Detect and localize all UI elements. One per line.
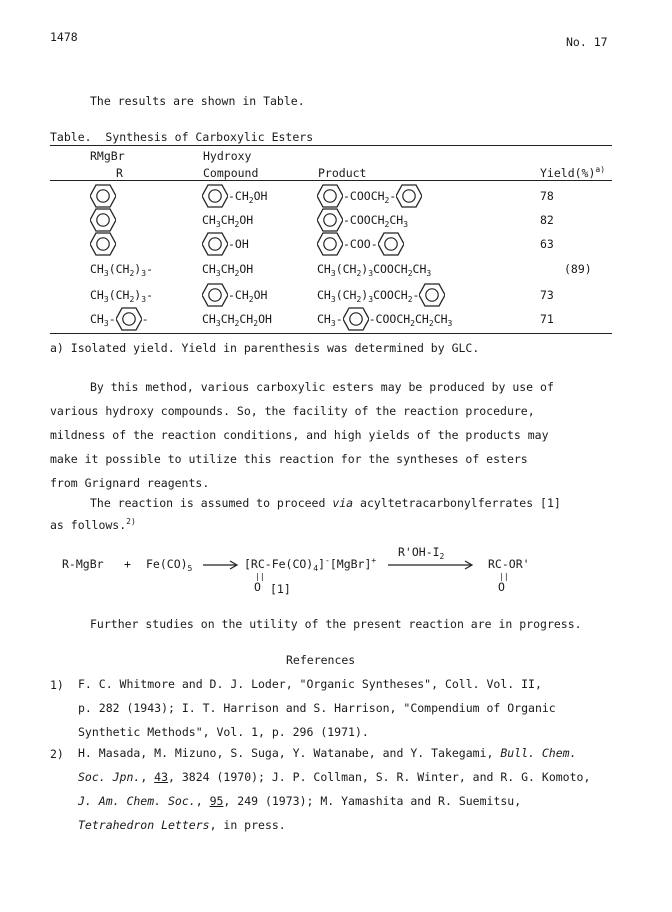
r-cell: $CH_3(CH_2)_3-$ [90, 262, 153, 278]
reference-line: H. Masada, M. Mizuno, S. Suga, Y. Watanabe, and Y. Takegami, Bull. Chem. [78, 746, 577, 760]
table-caption-label: Table. [50, 130, 92, 144]
phenyl-ring-icon [317, 232, 343, 256]
table-caption [50, 130, 313, 144]
reference-line: J. Am. Chem. Soc., 95, 249 (1973); M. Yamashita and R. Suemitsu, [78, 794, 522, 808]
col-header-hydroxy: Hydroxy [203, 149, 252, 163]
product-cell: $-COOCH_2CH_3$ [317, 208, 408, 232]
yield-cell: 71 [540, 312, 554, 326]
closing-text: Further studies on the utility of the present reaction are in progress. [90, 617, 582, 631]
reference-2 [78, 741, 590, 837]
table-caption-text: Synthesis of Carboxylic Esters [105, 130, 314, 144]
yield-cell: 63 [540, 237, 554, 251]
hydroxy-cell: -OH [202, 232, 249, 256]
col-header-compound: Compound [203, 166, 259, 180]
paragraph-1 [50, 375, 610, 495]
paragraph-2-line-2: as follows.$^{2)}$ [50, 517, 136, 532]
table-row [90, 184, 116, 208]
col-header-r: R [116, 166, 123, 180]
hydroxy-cell: $-CH_2OH$ [202, 283, 267, 307]
page-number: 1478 [50, 30, 78, 44]
equation-reactant-2: $Fe(CO)_5$ [146, 557, 193, 573]
product-cell: $CH_3-$ $-COOCH_2CH_2CH_3$ [317, 307, 452, 331]
table-bottom-rule [50, 333, 612, 334]
yield-cell: 78 [540, 189, 554, 203]
equation-product-o: O [498, 580, 505, 594]
phenyl-ring-icon [90, 208, 116, 232]
equation-reactant-1: R-MgBr [62, 557, 104, 571]
table-row [90, 208, 116, 232]
paragraph-line: mildness of the reaction conditions, and high yields of the products may [50, 428, 549, 442]
reference-2-number: 2) [50, 747, 64, 761]
reference-line: Soc. Jpn., 43, 3824 (1970); J. P. Collman, S. R. Winter, and R. G. Komoto, [78, 770, 591, 784]
issue-number: No. 17 [566, 35, 608, 49]
reaction-arrow-2 [388, 560, 474, 570]
reference-1-number: 1) [50, 678, 64, 692]
phenyl-ring-icon [378, 232, 404, 256]
hydroxy-cell: $-CH_2OH$ [202, 184, 267, 208]
paragraph-line: from Grignard reagents. [50, 476, 210, 490]
references-heading: References [286, 653, 356, 667]
product-cell: -COO- [317, 232, 404, 256]
col-header-product: Product [318, 166, 367, 180]
reference-line: F. C. Whitmore and D. J. Loder, "Organic Syntheses", Coll. Vol. II, [78, 677, 542, 691]
hydroxy-cell: $CH_3CH_2OH$ [202, 262, 254, 278]
equation-intermediate-o: O [254, 580, 261, 594]
phenyl-ring-icon [90, 184, 116, 208]
equation-plus: + [124, 557, 131, 571]
double-bond-mark: || [499, 572, 509, 581]
phenyl-ring-icon [419, 283, 445, 307]
reference-line: Synthetic Methods", Vol. 1, p. 296 (1971). [78, 725, 369, 739]
table-row [90, 232, 116, 256]
yield-cell: 82 [540, 213, 554, 227]
product-cell: $CH_3(CH_2)_3COOCH_2-$ [317, 283, 445, 307]
r-cell: $CH_3-$ - [90, 307, 149, 331]
table-footnote: a) Isolated yield. Yield in parenthesis was determined by GLC. [50, 341, 480, 355]
equation-product: RC-OR' [488, 557, 530, 571]
intro-text: The results are shown in Table. [90, 94, 305, 108]
reaction-arrow-1 [203, 560, 239, 570]
product-cell: $-COOCH_2-$ [317, 184, 422, 208]
phenyl-ring-icon [202, 283, 228, 307]
product-cell: $CH_3(CH_2)_3COOCH_2CH_3$ [317, 262, 432, 278]
hydroxy-cell: $CH_3CH_2CH_2OH$ [202, 312, 272, 328]
table-header-rule [50, 180, 612, 181]
reference-1 [78, 672, 556, 744]
paragraph-2-line-1: The reaction is assumed to proceed via acyltetracarbonylferrates [1] [90, 496, 561, 510]
col-header-yield: Yield(%)$^{a)}$ [540, 165, 606, 180]
equation-reagent: $R'OH-I_2$ [398, 545, 445, 561]
reference-line: p. 282 (1943); I. T. Harrison and S. Harrison, "Compendium of Organic [78, 701, 556, 715]
equation-intermediate: $[RC-Fe(CO)_4]^-[MgBr]^+$ [244, 556, 377, 573]
paragraph-line: By this method, various carboxylic esters may be produced by use of [90, 380, 554, 394]
equation-intermediate-label: [1] [270, 582, 291, 596]
phenyl-ring-icon [202, 232, 228, 256]
reference-line: Tetrahedron Letters, in press. [78, 818, 286, 832]
paragraph-line: make it possible to utilize this reaction for the syntheses of esters [50, 452, 528, 466]
phenyl-ring-icon [317, 184, 343, 208]
yield-cell: (89) [564, 262, 592, 276]
phenyl-ring-icon [343, 307, 369, 331]
phenyl-ring-icon [202, 184, 228, 208]
table-top-rule [50, 145, 612, 146]
phenyl-ring-icon [317, 208, 343, 232]
phenyl-ring-icon [396, 184, 422, 208]
r-cell: $CH_3(CH_2)_3-$ [90, 288, 153, 304]
double-bond-mark: || [255, 572, 265, 581]
paragraph-line: various hydroxy compounds. So, the facility of the reaction procedure, [50, 404, 535, 418]
col-header-rmgbr: RMgBr [90, 149, 125, 163]
phenyl-ring-icon [116, 307, 142, 331]
hydroxy-cell: $CH_3CH_2OH$ [202, 213, 254, 229]
yield-cell: 73 [540, 288, 554, 302]
phenyl-ring-icon [90, 232, 116, 256]
